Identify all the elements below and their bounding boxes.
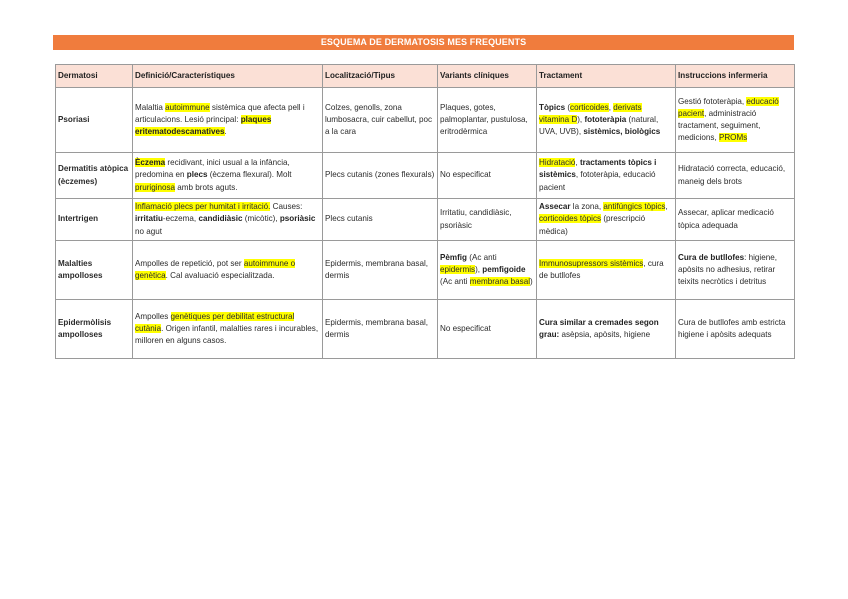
tractament-cell: Assecar la zona, antifúngics tòpics, corticoides tòpics (prescripció mèdica) xyxy=(537,199,676,241)
definicio-cell: Èczema recidivant, inici usual a la infància, predomina en plecs (èczema flexural). Molt pruriginosa amb brots aguts. xyxy=(133,153,323,199)
dermatosi-name: Psoriasi xyxy=(56,88,133,153)
page-title: ESQUEMA DE DERMATOSIS MES FREQUENTS xyxy=(53,35,794,50)
table-row xyxy=(56,241,795,300)
instruccions-cell: Gestió fototeràpia, educació pacient, administració tractament, seguiment, medicions, PROMs xyxy=(676,88,795,153)
variants-cell: No especificat xyxy=(438,153,537,199)
table-row xyxy=(56,300,795,359)
header-dermatosi: Dermatosi xyxy=(56,65,133,88)
localitzacio-cell: Epidermis, membrana basal, dermis xyxy=(323,300,438,359)
tractament-cell: Cura similar a cremades segon grau: asèpsia, apòsits, higiene xyxy=(537,300,676,359)
tractament-cell: Immunosupressors sistèmics, cura de butllofes xyxy=(537,241,676,300)
header-row xyxy=(56,65,795,88)
definicio-cell: Ampolles genètiques per debilitat estructural cutània. Origen infantil, malalties rares i incurables, milloren en alguns casos. xyxy=(133,300,323,359)
tractament-cell: Tòpics (corticoides, derivats vitamina D), fototeràpia (natural, UVA, UVB), sistèmics, biològics xyxy=(537,88,676,153)
dermatosi-name: Malalties ampolloses xyxy=(56,241,133,300)
instruccions-cell: Hidratació correcta, educació, maneig dels brots xyxy=(676,153,795,199)
table-row xyxy=(56,88,795,153)
instruccions-cell: Cura de butllofes: higiene, apòsits no adhesius, retirar teixits necròtics i detritus xyxy=(676,241,795,300)
definicio-cell: Ampolles de repetició, pot ser autoimmune o genètica. Cal avaluació especialitzada. xyxy=(133,241,323,300)
dermatosi-name: Intertrigen xyxy=(56,199,133,241)
instruccions-cell: Cura de butllofes amb estricta higiene i apòsits adequats xyxy=(676,300,795,359)
header-instruccions: Instruccions infermeria xyxy=(676,65,795,88)
table-row xyxy=(56,153,795,199)
header-tractament: Tractament xyxy=(537,65,676,88)
localitzacio-cell: Colzes, genolls, zona lumbosacra, cuir cabellut, poc a la cara xyxy=(323,88,438,153)
variants-cell: Irritatiu, candidiàsic, psoriàsic xyxy=(438,199,537,241)
instruccions-cell: Assecar, aplicar medicació tòpica adequada xyxy=(676,199,795,241)
definicio-cell: Inflamació plecs per humitat i irritació. Causes: irritatiu-eczema, candidiàsic (micòtic), psoriàsic no agut xyxy=(133,199,323,241)
variants-cell: No especificat xyxy=(438,300,537,359)
header-variants: Variants clíniques xyxy=(438,65,537,88)
dermatosi-name: Dermatitis atòpica (èczemes) xyxy=(56,153,133,199)
header-definicio: Definició/Característiques xyxy=(133,65,323,88)
definicio-cell: Malaltia autoimmune sistèmica que afecta pell i articulacions. Lesió principal: plaques eritematodescamatives. xyxy=(133,88,323,153)
dermatosi-name: Epidermòlisis ampolloses xyxy=(56,300,133,359)
table-row xyxy=(56,199,795,241)
tractament-cell: Hidratació, tractaments tòpics i sistèmics, fototeràpia, educació pacient xyxy=(537,153,676,199)
variants-cell: Plaques, gotes, palmoplantar, pustulosa, eritrodèrmica xyxy=(438,88,537,153)
localitzacio-cell: Epidermis, membrana basal, dermis xyxy=(323,241,438,300)
localitzacio-cell: Plecs cutanis (zones flexurals) xyxy=(323,153,438,199)
variants-cell: Pèmfig (Ac anti epidermis), pemfigoide (Ac anti membrana basal) xyxy=(438,241,537,300)
localitzacio-cell: Plecs cutanis xyxy=(323,199,438,241)
header-localitzacio: Localització/Tipus xyxy=(323,65,438,88)
dermatosis-table xyxy=(55,64,795,359)
